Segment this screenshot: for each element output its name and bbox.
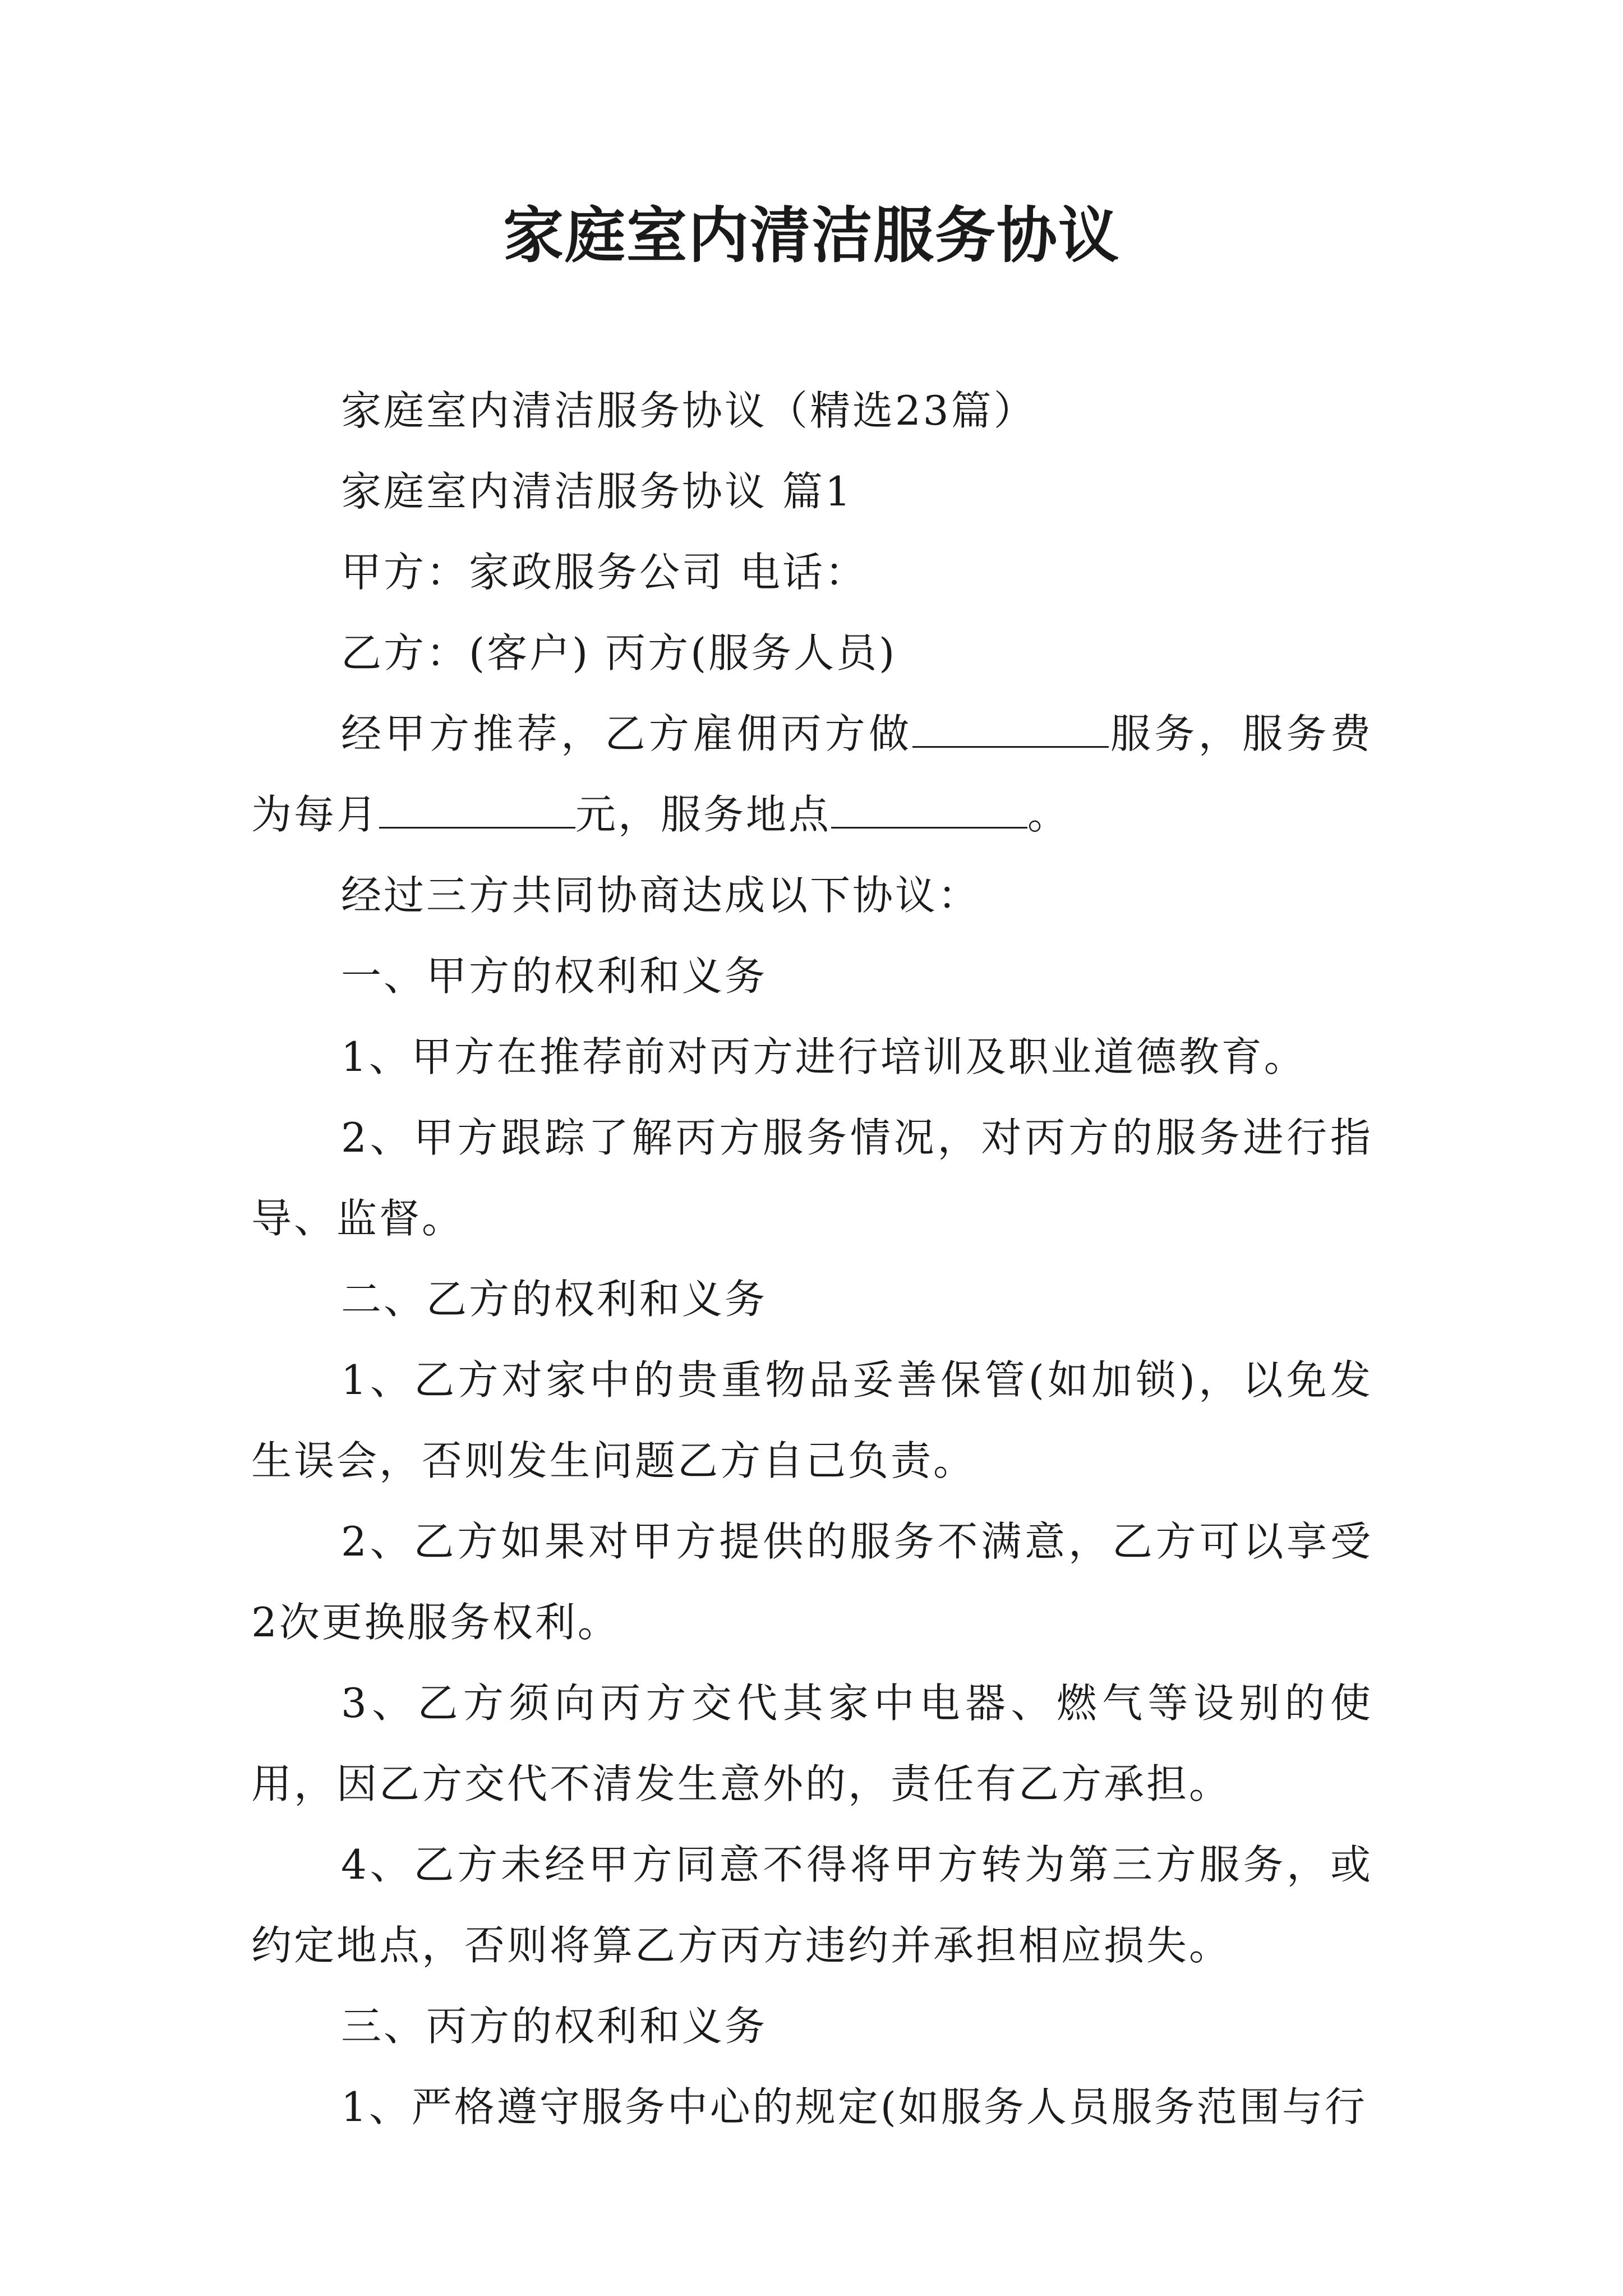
paragraph-subtitle: 家庭室内清洁服务协议（精选23篇） <box>341 387 1036 434</box>
fee-text-1: 经甲方推荐，乙方雇佣丙方做 <box>341 710 913 757</box>
clause-a-1: 1、甲方在推荐前对丙方进行培训及职业道德教育。 <box>341 1033 1307 1080</box>
service-location-blank <box>831 793 1027 829</box>
monthly-fee-blank <box>379 793 575 829</box>
fee-text-4: 。 <box>1027 791 1071 838</box>
document-body <box>251 370 1373 2147</box>
clause-b-3: 3、乙方须向丙方交代其家中电器、燃气等设别的使用，因乙方交代不清发生意外的，责任有乙方承担。 <box>251 1680 1373 1807</box>
clause-b-1: 1、乙方对家中的贵重物品妥善保管(如加锁)，以免发生误会，否则发生问题乙方自己负责。 <box>251 1356 1373 1484</box>
fee-text-3: 元，服务地点 <box>575 791 832 838</box>
heading-party-b-rights: 二、乙方的权利和义务 <box>341 1276 768 1323</box>
clause-c-1: 1、严格遵守服务中心的规定(如服务人员服务范围与行 <box>341 2083 1367 2131</box>
clause-b-4: 4、乙方未经甲方同意不得将甲方转为第三方服务，或约定地点，否则将算乙方丙方违约并承担相应损失。 <box>251 1841 1373 1969</box>
clause-b-2: 2、乙方如果对甲方提供的服务不满意，乙方可以享受2次更换服务权利。 <box>251 1518 1373 1646</box>
paragraph-party-b-c: 乙方：(客户) 丙方(服务人员) <box>341 629 897 677</box>
fee-text-2: 服务，服务费为每月 <box>251 710 1373 838</box>
paragraph-agreement-intro: 经过三方共同协商达成以下协议： <box>341 872 981 919</box>
paragraph-section-heading: 家庭室内清洁服务协议 篇1 <box>341 468 853 515</box>
paragraph-party-a: 甲方：家政服务公司 电话： <box>341 549 868 596</box>
clause-a-2: 2、甲方跟踪了解丙方服务情况，对丙方的服务进行指导、监督。 <box>251 1114 1373 1242</box>
heading-party-a-rights: 一、甲方的权利和义务 <box>341 953 768 1000</box>
document-title: 家庭室内清洁服务协议 <box>502 200 1120 271</box>
paragraph-fee <box>251 693 1373 855</box>
heading-party-c-rights: 三、丙方的权利和义务 <box>341 2003 768 2050</box>
service-type-blank <box>912 712 1109 748</box>
